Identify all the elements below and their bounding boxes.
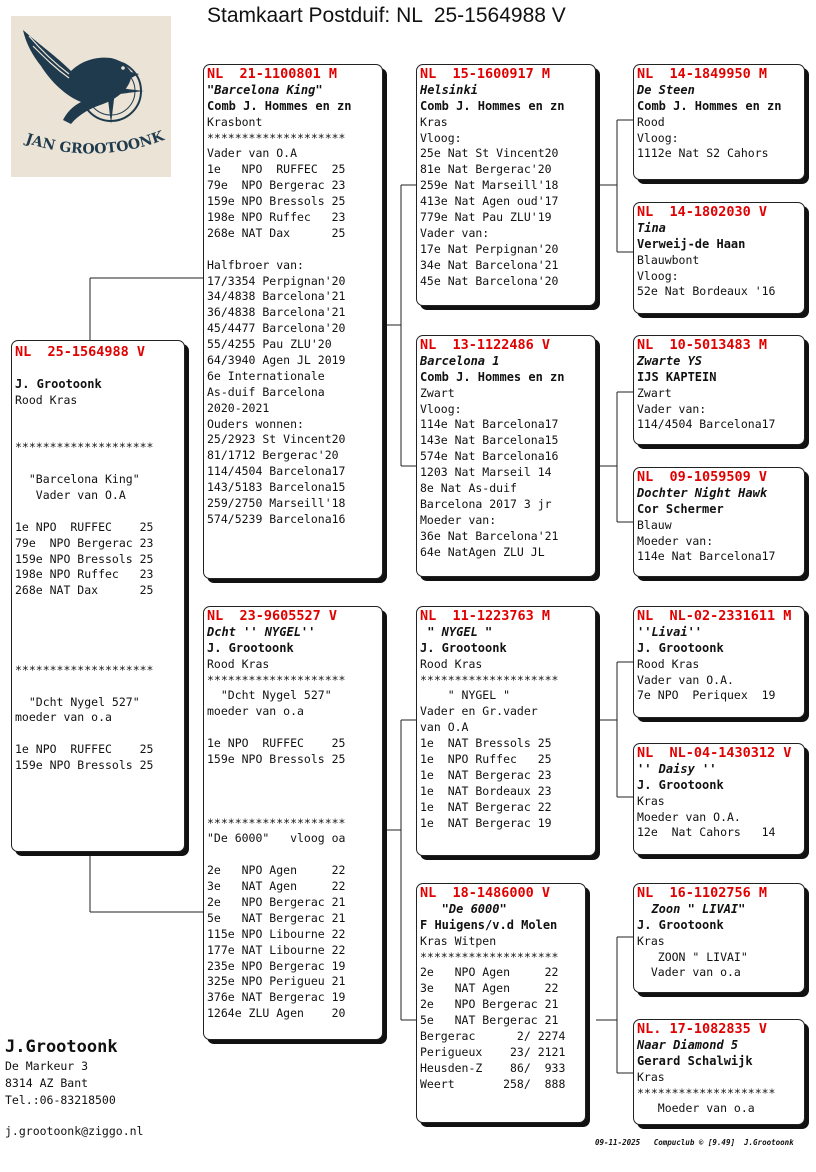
card-line: 1e NAT Bressols 25 — [420, 736, 552, 751]
card-lines — [420, 115, 595, 290]
card-line: 3e NAT Agen 22 — [420, 981, 559, 996]
card-line: 259e Nat Marseill'18 — [420, 178, 559, 193]
card-line: 36e Nat Barcelona'21 — [420, 528, 559, 543]
card-line: Blauw — [637, 517, 672, 532]
card-mother[interactable] — [203, 606, 383, 1040]
card-line: 79e NPO Bergerac 23 — [15, 535, 154, 550]
card-line: Rood Kras — [15, 392, 78, 407]
card-line: Rood Kras — [637, 656, 700, 671]
card-fff[interactable] — [633, 64, 805, 180]
card-line: 268e NAT Dax 25 — [207, 225, 346, 240]
card-lines — [420, 386, 595, 561]
card-line: 25/2923 St Vincent20 — [207, 432, 346, 447]
card-line — [15, 409, 184, 425]
ring-number: NL 15-1600917 M — [420, 66, 551, 82]
card-line: 143e Nat Barcelona15 — [420, 433, 559, 448]
ring-number: NL 09-1059509 V — [637, 469, 768, 485]
ring-number: NL 11-1223763 M — [420, 608, 551, 624]
card-line — [15, 631, 184, 647]
card-line: Barcelona 2017 3 jr — [420, 496, 552, 511]
ring-number: NL 14-1802030 V — [637, 204, 768, 220]
ring-number: NL 23-9605527 V — [207, 608, 338, 624]
card-line: 2e NPO Bergerac 21 — [207, 895, 346, 910]
owner-name: Comb J. Hommes en zn — [420, 369, 565, 384]
card-line — [15, 424, 184, 440]
card-line — [15, 615, 184, 631]
card-line: 36/4838 Barcelona'21 — [207, 305, 346, 320]
card-line: 45e Nat Barcelona'20 — [420, 273, 559, 288]
card-line: 574/5239 Barcelona16 — [207, 511, 346, 526]
card-line: 64/3940 Agen JL 2019 — [207, 353, 346, 368]
card-line: 114e Nat Barcelona17 — [420, 417, 559, 432]
card-line: 2e NPO Bergerac 21 — [420, 997, 559, 1012]
card-line: moeder van o.a — [15, 710, 112, 725]
card-father-father[interactable] — [416, 64, 596, 306]
card-line: 1e NPO Ruffec 25 — [420, 752, 552, 767]
card-line — [207, 768, 382, 784]
owner-city: 8314 AZ Bant — [5, 1076, 89, 1090]
ring-number: NL 13-1122486 V — [420, 337, 551, 353]
owner-name: J. Grootoonk — [207, 640, 294, 655]
card-line: Blauwbont — [637, 252, 700, 267]
pigeon-name: "Barcelona King" — [207, 82, 323, 97]
pigeon-name: " NYGEL " — [420, 624, 493, 639]
owner-name: J. Grootoonk — [637, 640, 724, 655]
card-line: 1e NPO RUFFEC 25 — [207, 162, 346, 177]
card-line: 7e NPO Periquex 19 — [637, 688, 776, 703]
card-line: 259/2750 Marseill'18 — [207, 496, 346, 511]
card-line: Vloog: — [420, 401, 462, 416]
card-line: Vloog: — [420, 130, 462, 145]
card-line: 25e Nat St Vincent20 — [420, 146, 559, 161]
card-line — [15, 599, 184, 615]
card-line: 235e NPO Bergerac 19 — [207, 958, 346, 973]
card-line: Zwart — [637, 385, 672, 400]
card-line: Moeder van: — [637, 533, 714, 548]
card-line: Vader van O.A. — [637, 672, 734, 687]
card-line: Moeder van o.a — [637, 1101, 755, 1116]
card-line: Kras — [637, 933, 665, 948]
card-line: 114/4504 Barcelona17 — [207, 464, 346, 479]
owner-name: F Huigens/v.d Molen — [420, 917, 558, 932]
card-line: 1e NAT Bergerac 19 — [420, 815, 552, 830]
card-line: Kras — [637, 793, 665, 808]
card-line: 5e NAT Bergerac 21 — [207, 910, 346, 925]
card-lines — [420, 657, 595, 832]
card-line: 1e NAT Bergerac 22 — [420, 799, 552, 814]
card-line: 17/3354 Perpignan'20 — [207, 273, 346, 288]
card-line — [15, 726, 184, 742]
owner-phone: Tel.:06-83218500 — [5, 1093, 116, 1107]
card-line: 159e NPO Bressols 25 — [207, 752, 346, 767]
card-line: Vader van O.A — [207, 146, 298, 161]
card-line — [207, 784, 382, 800]
owner-name: Verweij-de Haan — [637, 236, 746, 251]
owner-name: J.Grootoonk — [5, 1037, 118, 1057]
card-line: 34/4838 Barcelona'21 — [207, 289, 346, 304]
card-line: 779e Nat Pau ZLU'19 — [420, 210, 552, 225]
card-line: "De 6000" vloog oa — [207, 831, 346, 846]
card-line: 3e NAT Agen 22 — [207, 879, 346, 894]
card-line: 114/4504 Barcelona17 — [637, 417, 776, 432]
pigeon-name: De Steen — [637, 82, 695, 97]
card-fmm[interactable] — [633, 467, 805, 577]
card-line: Kras — [637, 1069, 665, 1084]
card-mff[interactable] — [633, 606, 805, 718]
card-line: 177e NAT Libourne 22 — [207, 942, 346, 957]
pigeon-name: Dcht '' NYGEL'' — [207, 624, 316, 639]
ring-number: NL NL-04-1430312 V — [637, 745, 792, 761]
owner-name: J. Grootoonk — [637, 917, 724, 932]
card-mother-father[interactable] — [416, 606, 596, 856]
card-line: 64e NatAgen ZLU JL — [420, 544, 545, 559]
card-line: ******************** — [207, 672, 346, 687]
card-line: ******************** — [207, 815, 346, 830]
card-line: 8e Nat As-duif — [420, 481, 517, 496]
pigeon-name: ''Livai'' — [637, 624, 703, 639]
card-line: ******************** — [207, 130, 346, 145]
card-line: 376e NAT Bergerac 19 — [207, 990, 346, 1005]
card-line: 17e Nat Perpignan'20 — [420, 241, 559, 256]
pigeon-name: Dochter Night Hawk — [637, 485, 768, 500]
page-title: Stamkaart Postduif: NL 25-1564988 V — [207, 4, 566, 27]
card-line: moeder van o.a — [207, 704, 304, 719]
ring-number: NL 16-1102756 M — [637, 885, 768, 901]
card-line: 114e Nat Barcelona17 — [637, 549, 776, 564]
card-line: "Barcelona King" — [15, 472, 140, 487]
card-lines — [207, 657, 382, 1022]
pigeon-name: Tina — [637, 220, 666, 235]
card-line: Halfbroer van: — [207, 257, 304, 272]
card-line: "Dcht Nygel 527" — [15, 694, 140, 709]
pigeon-name: Zoon " LIVAI" — [637, 901, 746, 916]
card-line — [207, 720, 382, 736]
card-line: 5e NAT Bergerac 21 — [420, 1013, 559, 1028]
card-line: Vloog: — [637, 130, 679, 145]
card-line: 1264e ZLU Agen 20 — [207, 1006, 346, 1021]
owner-name: Cor Schermer — [637, 501, 724, 516]
card-line: ******************** — [420, 672, 559, 687]
card-line: Kras Witpen — [420, 933, 497, 948]
card-line: Rood Kras — [420, 656, 483, 671]
ring-number: NL. 17-1082835 V — [637, 1021, 768, 1037]
card-line: Kras — [420, 114, 448, 129]
card-line: ******************** — [15, 662, 154, 677]
card-line: 413e Nat Agen oud'17 — [420, 194, 559, 209]
card-line: 2e NPO Agen 22 — [207, 863, 346, 878]
card-line: Vader van O.A — [15, 488, 126, 503]
logo-text: JAN GROOTOONK — [23, 128, 167, 158]
card-line: As-duif Barcelona — [207, 384, 325, 399]
card-line: 45/4477 Barcelona'20 — [207, 321, 346, 336]
pigeon-name: Helsinki — [420, 82, 478, 97]
card-line: Vloog: — [637, 268, 679, 283]
card-line: 115e NPO Libourne 22 — [207, 926, 346, 941]
ring-number: NL 21-1100801 M — [207, 66, 338, 82]
owner-name: Gerard Schalwijk — [637, 1053, 753, 1068]
card-line: 79e NPO Bergerac 23 — [207, 178, 346, 193]
pigeon-name: '' Daisy '' — [637, 761, 717, 776]
card-line: Vader van o.a — [637, 965, 741, 980]
card-line: 574e Nat Barcelona16 — [420, 449, 559, 464]
ring-number: NL 18-1486000 V — [420, 885, 551, 901]
owner-email[interactable]: j.grootoonk@ziggo.nl — [5, 1124, 144, 1138]
card-ffm[interactable] — [633, 202, 805, 314]
card-line: 1203 Nat Marseil 14 — [420, 465, 552, 480]
owner-name: Comb J. Hommes en zn — [637, 98, 782, 113]
owner-name: Comb J. Hommes en zn — [420, 98, 565, 113]
card-line: van O.A — [420, 720, 469, 735]
owner-street: De Markeur 3 — [5, 1059, 89, 1073]
card-line: 2020-2021 — [207, 400, 270, 415]
card-line: Moeder van O.A. — [637, 809, 741, 824]
card-line: 1e NPO RUFFEC 25 — [15, 519, 154, 534]
card-line: "Dcht Nygel 527" — [207, 688, 332, 703]
ring-number: NL NL-02-2331611 M — [637, 608, 792, 624]
card-lines — [207, 115, 382, 528]
card-line: Vader van: — [637, 401, 707, 416]
owner-name: J. Grootoonk — [420, 640, 507, 655]
card-mfm[interactable] — [633, 743, 805, 855]
card-line: Bergerac 2/ 2274 — [420, 1029, 566, 1044]
pigeon-name: Naar Diamond 5 — [637, 1037, 739, 1052]
card-line — [15, 456, 184, 472]
card-main[interactable] — [11, 340, 185, 852]
card-line: 325e NPO Perigueu 21 — [207, 974, 346, 989]
card-line: 198e NPO Ruffec 23 — [207, 210, 346, 225]
card-line: Rood — [637, 114, 665, 129]
card-line — [207, 800, 382, 816]
card-line: " NYGEL " — [420, 688, 511, 703]
card-line — [207, 847, 382, 863]
card-line: 12e Nat Cahors 14 — [637, 825, 776, 840]
card-line: ******************** — [637, 1085, 776, 1100]
card-mmf[interactable] — [633, 883, 805, 993]
card-line: Ouders wonnen: — [207, 416, 304, 431]
card-line: 143/5183 Barcelona15 — [207, 480, 346, 495]
ring-number: NL 10-5013483 M — [637, 337, 768, 353]
card-line: 1e NPO RUFFEC 25 — [207, 736, 346, 751]
card-line: 2e NPO Agen 22 — [420, 965, 559, 980]
owner-name: Comb J. Hommes en zn — [207, 98, 352, 113]
card-line: Zwart — [420, 385, 455, 400]
owner-name: J. Grootoonk — [637, 777, 724, 792]
footer-credit: 09-11-2025 Compuclub © [9.49] J.Grootoonk — [595, 1138, 794, 1147]
owner-name: IJS KAPTEIN — [637, 369, 717, 384]
card-line: 55/4255 Pau ZLU'20 — [207, 337, 332, 352]
card-fmf[interactable] — [633, 335, 805, 445]
ring-number: NL 25-1564988 V — [15, 344, 146, 360]
card-line: ******************** — [420, 949, 559, 964]
card-line: Vader en Gr.vader — [420, 704, 538, 719]
card-line: 6e Internationale — [207, 368, 325, 383]
card-lines — [420, 934, 585, 1093]
card-father-mother[interactable] — [416, 335, 596, 577]
pigeon-name: Barcelona 1 — [420, 353, 500, 368]
ring-number: NL 14-1849950 M — [637, 66, 768, 82]
card-line: 1e NPO RUFFEC 25 — [15, 742, 154, 757]
card-line: 81e Nat Bergerac'20 — [420, 162, 552, 177]
card-line: 52e Nat Bordeaux '16 — [637, 284, 776, 299]
card-line: 198e NPO Ruffec 23 — [15, 567, 154, 582]
pigeon-name: "De 6000" — [420, 901, 507, 916]
card-line: Krasbont — [207, 114, 263, 129]
card-father[interactable] — [203, 64, 383, 579]
card-line: 1e NAT Bergerac 23 — [420, 767, 552, 782]
pigeon-name: Zwarte YS — [637, 353, 703, 368]
card-line: 1112e Nat S2 Cahors — [637, 146, 769, 161]
card-line: Vader van: — [420, 225, 490, 240]
owner-name: J. Grootoonk — [15, 376, 102, 391]
card-line: Perigueux 23/ 2121 — [420, 1044, 566, 1059]
card-line — [15, 679, 184, 695]
card-line: Heusden-Z 86/ 933 — [420, 1060, 566, 1075]
card-line: 159e NPO Bressols 25 — [15, 551, 154, 566]
card-lines — [15, 361, 184, 774]
card-line: 159e NPO Bressols 25 — [15, 758, 154, 773]
card-line — [15, 361, 184, 377]
card-line: ZOON " LIVAI" — [637, 949, 748, 964]
card-line: 159e NPO Bressols 25 — [207, 194, 346, 209]
card-line: 1e NAT Bordeaux 23 — [420, 783, 552, 798]
card-line: 34e Nat Barcelona'21 — [420, 257, 559, 272]
card-line: 81/1712 Bergerac'20 — [207, 448, 339, 463]
card-line: 268e NAT Dax 25 — [15, 583, 154, 598]
card-line: Weert 258/ 888 — [420, 1076, 566, 1091]
card-line — [15, 647, 184, 663]
card-line: ******************** — [15, 440, 154, 455]
card-mother-mother[interactable] — [416, 883, 586, 1123]
card-line: Rood Kras — [207, 656, 270, 671]
card-line — [15, 504, 184, 520]
card-line — [207, 242, 382, 258]
card-mmm[interactable] — [633, 1019, 805, 1125]
card-line: Moeder van: — [420, 512, 497, 527]
owner-info — [5, 1036, 195, 1109]
